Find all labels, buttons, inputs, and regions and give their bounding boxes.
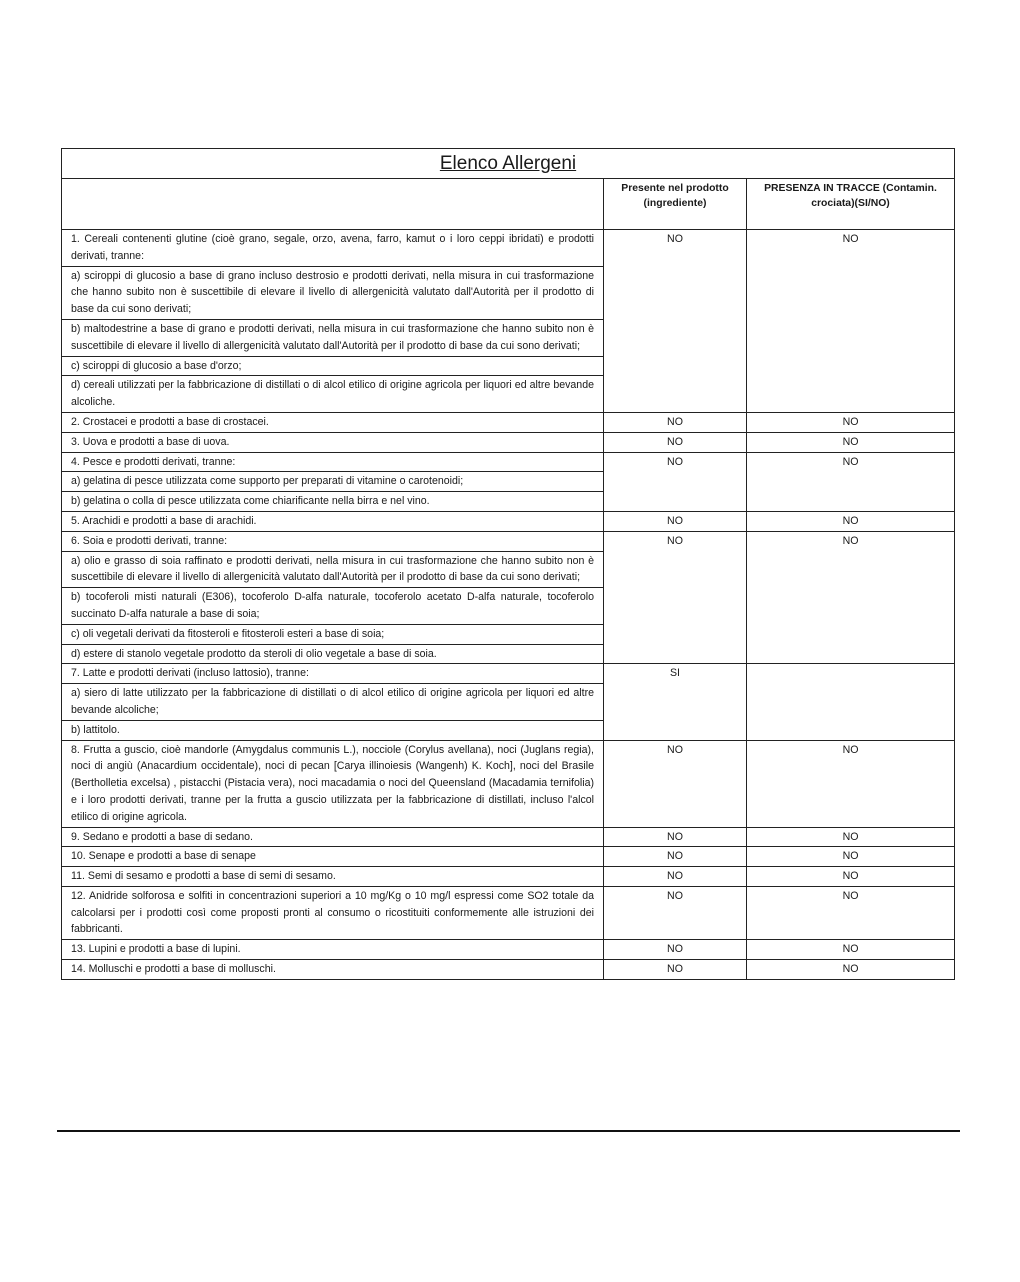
- traces-value: NO: [747, 867, 955, 887]
- allergen-category-text: 1. Cereali contenenti glutine (cioè grano, segale, orzo, avena, farro, kamut o i loro ceppi ibridati) e prodotti derivati, tranne:: [62, 230, 604, 267]
- traces-value: NO: [747, 940, 955, 960]
- column-header-row: [62, 179, 955, 230]
- allergen-category-text: 13. Lupini e prodotti a base di lupini.: [62, 940, 604, 960]
- allergen-category-text: 3. Uova e prodotti a base di uova.: [62, 432, 604, 452]
- allergen-category-text: 7. Latte e prodotti derivati (incluso lattosio), tranne:: [62, 664, 604, 684]
- present-value: NO: [604, 847, 747, 867]
- allergen-category-text: 11. Semi di sesamo e prodotti a base di semi di sesamo.: [62, 867, 604, 887]
- present-value: NO: [604, 960, 747, 980]
- allergen-exception-text: d) cereali utilizzati per la fabbricazione di distillati o di alcol etilico di origine agricola per liquori ed altre bevande alcoliche.: [62, 376, 604, 413]
- traces-value: NO: [747, 531, 955, 664]
- allergen-exception-text: c) sciroppi di glucosio a base d'orzo;: [62, 356, 604, 376]
- present-value: NO: [604, 230, 747, 413]
- present-value: NO: [604, 531, 747, 664]
- present-value: NO: [604, 867, 747, 887]
- present-value: NO: [604, 740, 747, 827]
- allergen-exception-text: a) gelatina di pesce utilizzata come supporto per preparati di vitamine o carotenoidi;: [62, 472, 604, 492]
- allergen-row: [62, 886, 955, 939]
- allergen-exception-text: a) siero di latte utilizzato per la fabbricazione di distillati o di alcol etilico di origine agricola per liquori ed altre bevande alcoliche;: [62, 684, 604, 721]
- present-value: NO: [604, 452, 747, 511]
- document-title-cell: [62, 149, 955, 179]
- present-value: NO: [604, 432, 747, 452]
- allergen-category-text: 4. Pesce e prodotti derivati, tranne:: [62, 452, 604, 472]
- allergen-category-text: 10. Senape e prodotti a base di senape: [62, 847, 604, 867]
- allergen-row: [62, 511, 955, 531]
- allergen-exception-text: b) gelatina o colla di pesce utilizzata come chiarificante nella birra e nel vino.: [62, 492, 604, 512]
- traces-value: NO: [747, 827, 955, 847]
- allergen-row: [62, 531, 955, 551]
- present-column-header: Presente nel prodotto (ingrediente): [604, 179, 747, 230]
- allergen-row: [62, 940, 955, 960]
- allergen-category-text: 14. Molluschi e prodotti a base di molluschi.: [62, 960, 604, 980]
- title-row: [62, 149, 955, 179]
- present-value: NO: [604, 412, 747, 432]
- traces-value: NO: [747, 412, 955, 432]
- traces-value: NO: [747, 432, 955, 452]
- allergen-exception-text: b) maltodestrine a base di grano e prodotti derivati, nella misura in cui trasformazione che hanno subito non è suscettibile di elevare il livello di allergenicità valutato dall'Autorità per il prodotto di base da cui sono derivati;: [62, 319, 604, 356]
- allergen-exception-text: b) lattitolo.: [62, 720, 604, 740]
- traces-value: NO: [747, 740, 955, 827]
- present-value: NO: [604, 886, 747, 939]
- traces-value: NO: [747, 511, 955, 531]
- allergen-row: [62, 432, 955, 452]
- traces-value: [747, 664, 955, 740]
- allergen-exception-text: a) sciroppi di glucosio a base di grano incluso destrosio e prodotti derivati, nella misura in cui trasformazione che hanno subito non è suscettibile di elevare il livello di allergenicità valutato dall'Autorità per il prodotto di base da cui sono derivati;: [62, 266, 604, 319]
- allergen-exception-text: a) olio e grasso di soia raffinato e prodotti derivati, nella misura in cui trasformazione che hanno subito non è suscettibile di elevare il livello di allergenicità valutato dall'Autorità per il prodotto di base da cui sono derivati;: [62, 551, 604, 588]
- allergen-category-text: 5. Arachidi e prodotti a base di arachidi.: [62, 511, 604, 531]
- present-value: SI: [604, 664, 747, 740]
- present-value: NO: [604, 827, 747, 847]
- present-value: NO: [604, 940, 747, 960]
- allergen-category-text: 8. Frutta a guscio, cioè mandorle (Amygdalus communis L.), nocciole (Corylus avellana), noci (Juglans regia), noci di angiù (Anacardium occidentale), noci di pecan [Carya illinoiesis (Wangenh) K. Koch], noci del Brasile (Bertholletia excelsa) , pistacchi (Pistacia vera), noci macadamia o noci del Queensland (Macadamia ternifolia) e i loro prodotti derivati, tranne per la frutta a guscio utilizzata per la fabbricazione di distillati, incluso l'alcol etilico di origine agricola.: [62, 740, 604, 827]
- allergen-row: [62, 664, 955, 684]
- allergen-row: [62, 867, 955, 887]
- document-title: Elenco Allergeni: [439, 153, 577, 174]
- allergen-row: [62, 740, 955, 827]
- traces-value: NO: [747, 847, 955, 867]
- allergen-category-text: 2. Crostacei e prodotti a base di crostacei.: [62, 412, 604, 432]
- allergen-row: [62, 827, 955, 847]
- traces-column-header: PRESENZA IN TRACCE (Contamin. crociata)(SI/NO): [747, 179, 955, 230]
- allergen-category-text: 9. Sedano e prodotti a base di sedano.: [62, 827, 604, 847]
- allergen-exception-text: b) tocoferoli misti naturali (E306), tocoferolo D-alfa naturale, tocoferolo acetato D-alfa naturale, tocoferolo succinato D-alfa naturale a base di soia;: [62, 588, 604, 625]
- bottom-rule: [57, 1130, 960, 1132]
- traces-value: NO: [747, 230, 955, 413]
- allergen-row: [62, 847, 955, 867]
- allergen-row: [62, 452, 955, 472]
- allergen-table-body: [62, 230, 955, 980]
- traces-value: NO: [747, 960, 955, 980]
- allergen-category-text: 6. Soia e prodotti derivati, tranne:: [62, 531, 604, 551]
- allergen-row: [62, 412, 955, 432]
- traces-value: NO: [747, 886, 955, 939]
- allergen-table: [61, 148, 955, 980]
- allergen-exception-text: d) estere di stanolo vegetale prodotto da steroli di olio vegetale a base di soia.: [62, 644, 604, 664]
- allergen-row: [62, 960, 955, 980]
- allergen-row: [62, 230, 955, 267]
- present-value: NO: [604, 511, 747, 531]
- allergen-exception-text: c) oli vegetali derivati da fitosteroli e fitosteroli esteri a base di soia;: [62, 624, 604, 644]
- traces-value: NO: [747, 452, 955, 511]
- description-header: [62, 179, 604, 230]
- allergen-category-text: 12. Anidride solforosa e solfiti in concentrazioni superiori a 10 mg/Kg o 10 mg/l espressi come SO2 totale da calcolarsi per i prodotti così come proposti pronti al consumo o ricostituiti conformemente alle istruzioni dei fabbricanti.: [62, 886, 604, 939]
